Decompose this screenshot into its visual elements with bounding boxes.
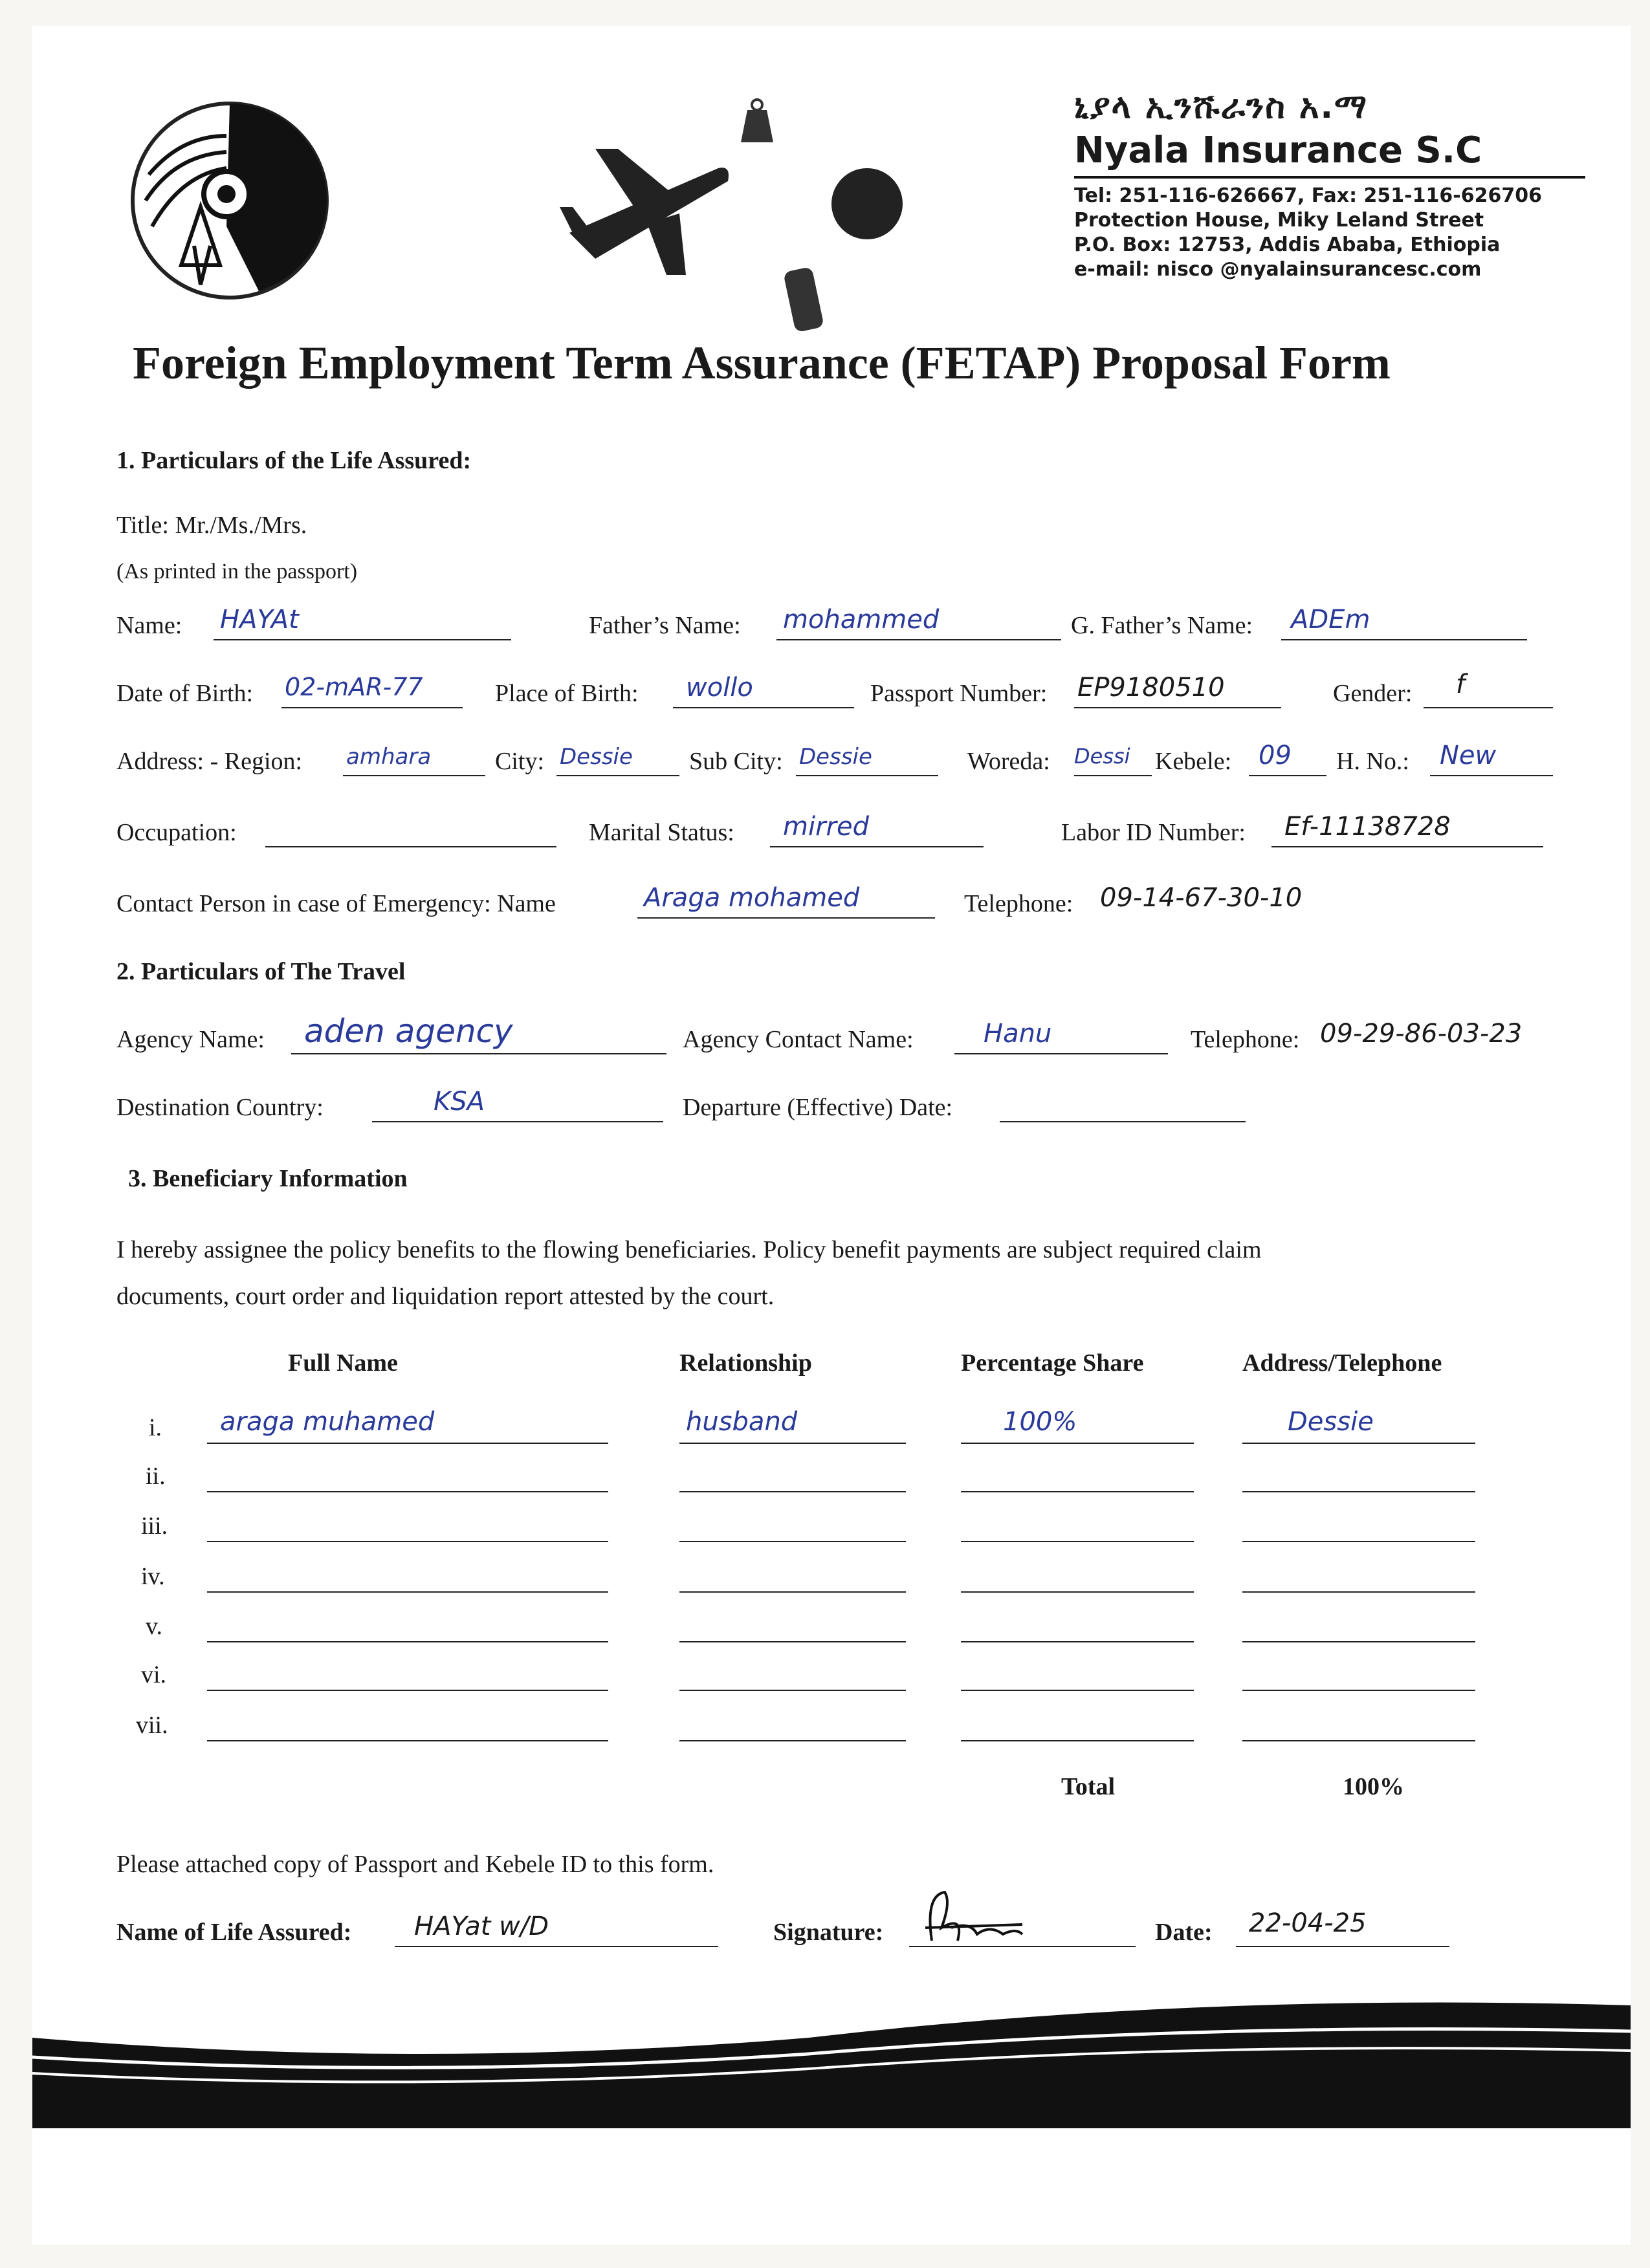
name-label: Name: bbox=[116, 612, 182, 639]
form-page bbox=[32, 26, 1631, 2245]
subcity-value: Dessie bbox=[799, 744, 872, 770]
gfather-name-value: ADEm bbox=[1291, 605, 1370, 635]
agency-name-label: Agency Name: bbox=[116, 1026, 265, 1053]
company-address: Protection House, Miky Leland Street bbox=[1074, 209, 1484, 232]
gfather-name-line[interactable] bbox=[1281, 639, 1527, 640]
region-label: Address: - Region: bbox=[116, 748, 303, 775]
occupation-line[interactable] bbox=[265, 846, 556, 847]
destination-country-line[interactable] bbox=[372, 1121, 663, 1122]
total-label: Total bbox=[1061, 1773, 1116, 1800]
address-line[interactable] bbox=[1242, 1740, 1475, 1741]
luggage-tag-icon bbox=[738, 97, 776, 149]
company-amharic-name: ኒያላ ኢንሹራንስ አ.ማ bbox=[1074, 87, 1369, 126]
row-number: iii. bbox=[141, 1512, 168, 1540]
region-value: amhara bbox=[346, 744, 432, 770]
name-line[interactable] bbox=[214, 639, 511, 640]
relationship-line[interactable] bbox=[679, 1740, 906, 1741]
pob-line[interactable] bbox=[673, 707, 854, 708]
relationship-line[interactable] bbox=[679, 1641, 906, 1642]
relationship-line[interactable] bbox=[679, 1491, 906, 1492]
footer-wave-band bbox=[32, 1967, 1631, 2161]
father-name-label: Father’s Name: bbox=[589, 612, 741, 639]
destination-country-label: Destination Country: bbox=[116, 1094, 324, 1121]
full-name-line[interactable] bbox=[207, 1443, 608, 1444]
gender-line[interactable] bbox=[1424, 707, 1553, 708]
company-email: e-mail: nisco @nyalainsurancesc.com bbox=[1074, 258, 1482, 281]
beneficiary-share: 100% bbox=[1003, 1407, 1077, 1437]
beneficiary-address: Dessie bbox=[1288, 1407, 1374, 1437]
labor-id-line[interactable] bbox=[1271, 846, 1543, 847]
agency-contact-label: Agency Contact Name: bbox=[683, 1026, 914, 1053]
relationship-line[interactable] bbox=[679, 1690, 906, 1691]
passport-note: (As printed in the passport) bbox=[116, 560, 358, 583]
column-header-address-telephone: Address/Telephone bbox=[1242, 1349, 1442, 1377]
column-header-percentage-share: Percentage Share bbox=[961, 1349, 1144, 1377]
passport-number-label: Passport Number: bbox=[870, 680, 1048, 707]
row-number: v. bbox=[146, 1613, 163, 1640]
row-number: vii. bbox=[136, 1712, 168, 1739]
marital-status-line[interactable] bbox=[770, 846, 984, 847]
house-number-value: New bbox=[1440, 741, 1497, 770]
life-assured-name-label: Name of Life Assured: bbox=[116, 1919, 352, 1946]
marital-status-value: mirred bbox=[783, 812, 869, 842]
house-number-label: H. No.: bbox=[1336, 748, 1409, 775]
row-number: i. bbox=[149, 1414, 162, 1441]
address-line[interactable] bbox=[1242, 1443, 1475, 1444]
emergency-telephone-value: 09-14-67-30-10 bbox=[1100, 883, 1303, 913]
address-line[interactable] bbox=[1242, 1491, 1475, 1492]
date-value: 22-04-25 bbox=[1249, 1908, 1367, 1938]
emergency-contact-line[interactable] bbox=[637, 917, 935, 919]
address-line[interactable] bbox=[1242, 1641, 1475, 1642]
share-line[interactable] bbox=[961, 1443, 1194, 1444]
beneficiary-relationship: husband bbox=[686, 1407, 798, 1437]
city-label: City: bbox=[495, 748, 545, 775]
share-line[interactable] bbox=[961, 1491, 1194, 1492]
section3-heading: 3. Beneficiary Information bbox=[128, 1165, 408, 1192]
date-label: Date: bbox=[1155, 1919, 1213, 1946]
name-value: HAYAt bbox=[220, 605, 299, 635]
woreda-line[interactable] bbox=[1074, 775, 1152, 776]
city-value: Dessie bbox=[560, 744, 633, 770]
beneficiary-full-name: araga muhamed bbox=[220, 1407, 435, 1437]
row-number: iv. bbox=[141, 1563, 165, 1590]
region-line[interactable] bbox=[343, 775, 485, 776]
full-name-line[interactable] bbox=[207, 1641, 608, 1642]
destination-country-value: KSA bbox=[434, 1087, 485, 1117]
city-line[interactable] bbox=[556, 775, 679, 776]
emergency-contact-label: Contact Person in case of Emergency: Name bbox=[116, 890, 556, 917]
share-line[interactable] bbox=[961, 1641, 1194, 1642]
full-name-line[interactable] bbox=[207, 1690, 608, 1691]
gender-label: Gender: bbox=[1333, 680, 1413, 707]
dob-value: 02-mAR-77 bbox=[285, 673, 423, 701]
dob-label: Date of Birth: bbox=[116, 680, 254, 707]
subcity-line[interactable] bbox=[796, 775, 938, 776]
form-title: Foreign Employment Term Assurance (FETAP) Proposal Form bbox=[133, 337, 1391, 389]
life-assured-name-line[interactable] bbox=[395, 1946, 718, 1947]
column-header-relationship: Relationship bbox=[679, 1349, 812, 1377]
gender-value: f bbox=[1456, 670, 1466, 699]
father-name-line[interactable] bbox=[776, 639, 1061, 640]
woreda-value: Dessi bbox=[1074, 744, 1130, 769]
relationship-line[interactable] bbox=[679, 1541, 906, 1542]
phone-icon bbox=[783, 265, 828, 336]
gfather-name-label: G. Father’s Name: bbox=[1071, 612, 1253, 639]
occupation-label: Occupation: bbox=[116, 819, 237, 846]
company-tel-fax: Tel: 251-116-626667, Fax: 251-116-626706 bbox=[1074, 184, 1542, 207]
labor-id-label: Labor ID Number: bbox=[1061, 819, 1246, 846]
father-name-value: mohammed bbox=[783, 605, 940, 635]
agency-telephone-value: 09-29-86-03-23 bbox=[1320, 1019, 1523, 1049]
full-name-line[interactable] bbox=[207, 1491, 608, 1492]
address-line[interactable] bbox=[1242, 1541, 1475, 1542]
full-name-line[interactable] bbox=[207, 1740, 608, 1741]
beneficiary-text-line1: I hereby assignee the policy benefits to the flowing beneficiaries. Policy benefit payments are subject required claim bbox=[116, 1236, 1262, 1263]
agency-contact-line[interactable] bbox=[954, 1053, 1168, 1054]
title-label: Title: Mr./Ms./Mrs. bbox=[116, 512, 307, 539]
row-number: ii. bbox=[146, 1463, 166, 1490]
dob-line[interactable] bbox=[281, 707, 463, 708]
section2-heading: 2. Particulars of The Travel bbox=[116, 958, 406, 985]
woreda-label: Woreda: bbox=[967, 748, 1050, 775]
airplane-icon bbox=[556, 136, 738, 285]
share-line[interactable] bbox=[961, 1541, 1194, 1542]
date-line[interactable] bbox=[1236, 1946, 1449, 1947]
labor-id-value: Ef-11138728 bbox=[1284, 812, 1451, 842]
departure-date-line[interactable] bbox=[1000, 1121, 1246, 1122]
agency-contact-value: Hanu bbox=[984, 1019, 1052, 1049]
header-rule bbox=[1074, 176, 1585, 179]
column-header-full-name: Full Name bbox=[288, 1349, 398, 1377]
beneficiary-text-line2: documents, court order and liquidation report attested by the court. bbox=[116, 1283, 775, 1310]
full-name-line[interactable] bbox=[207, 1591, 608, 1593]
full-name-line[interactable] bbox=[207, 1541, 608, 1542]
pob-label: Place of Birth: bbox=[495, 680, 639, 707]
agency-name-value: aden agency bbox=[304, 1012, 513, 1050]
emergency-telephone-label: Telephone: bbox=[964, 890, 1073, 917]
address-line[interactable] bbox=[1242, 1690, 1475, 1691]
total-value: 100% bbox=[1343, 1773, 1404, 1800]
nyala-logo-icon bbox=[129, 97, 330, 304]
section1-heading: 1. Particulars of the Life Assured: bbox=[116, 447, 472, 474]
share-line[interactable] bbox=[961, 1690, 1194, 1691]
kebele-line[interactable] bbox=[1249, 775, 1326, 776]
company-name: Nyala Insurance S.C bbox=[1074, 129, 1482, 171]
row-number: vi. bbox=[141, 1661, 167, 1688]
company-po-box: P.O. Box: 12753, Addis Ababa, Ethiopia bbox=[1074, 234, 1501, 256]
relationship-line[interactable] bbox=[679, 1443, 906, 1444]
marital-status-label: Marital Status: bbox=[589, 819, 734, 846]
life-assured-name-value: HAYat w/D bbox=[414, 1912, 549, 1941]
passport-number-line[interactable] bbox=[1074, 707, 1281, 708]
kebele-label: Kebele: bbox=[1155, 748, 1232, 775]
pob-value: wollo bbox=[686, 673, 753, 703]
attach-note: Please attached copy of Passport and Kebele ID to this form. bbox=[116, 1851, 714, 1878]
departure-date-label: Departure (Effective) Date: bbox=[683, 1094, 953, 1121]
address-line[interactable] bbox=[1242, 1591, 1475, 1593]
globe-icon bbox=[828, 165, 906, 243]
kebele-value: 09 bbox=[1259, 741, 1292, 770]
signature-label: Signature: bbox=[773, 1919, 884, 1946]
passport-number-value: EP9180510 bbox=[1077, 673, 1225, 703]
house-number-line[interactable] bbox=[1430, 775, 1553, 776]
share-line[interactable] bbox=[961, 1740, 1194, 1741]
signature-icon bbox=[912, 1889, 1042, 1947]
share-line[interactable] bbox=[961, 1591, 1194, 1593]
emergency-contact-value: Araga mohamed bbox=[644, 883, 860, 913]
relationship-line[interactable] bbox=[679, 1591, 906, 1593]
subcity-label: Sub City: bbox=[689, 748, 783, 775]
agency-telephone-label: Telephone: bbox=[1191, 1026, 1300, 1053]
agency-name-line[interactable] bbox=[291, 1053, 666, 1054]
